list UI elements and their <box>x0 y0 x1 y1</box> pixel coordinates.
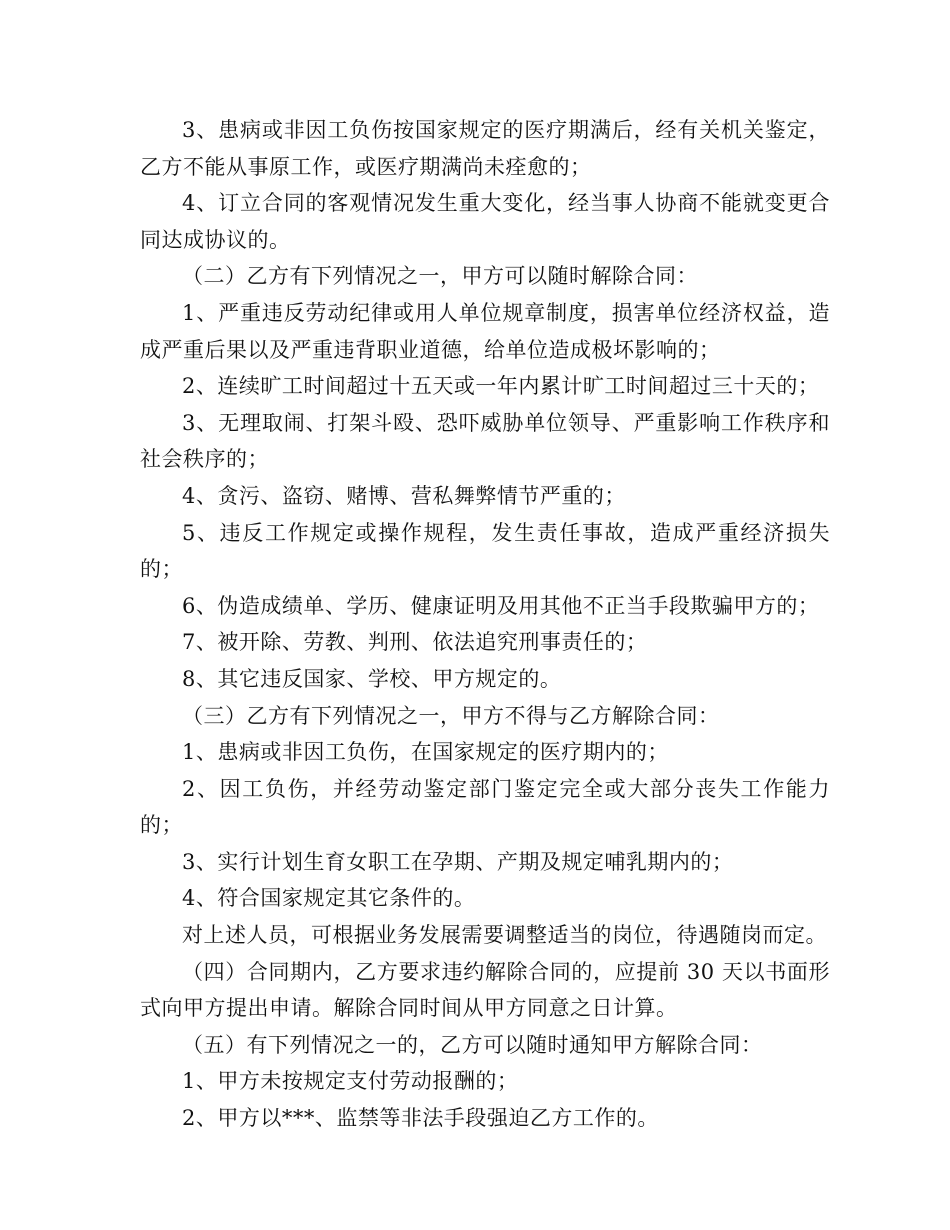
paragraph-item-2-work-injury: 2、因工负伤，并经劳动鉴定部门鉴定完全或大部分丧失工作能力的； <box>140 776 830 838</box>
paragraph-item-5-accident: 5、违反工作规定或操作规程，发生责任事故，造成严重经济损失的； <box>140 520 830 582</box>
section-heading-3: （三）乙方有下列情况之一，甲方不得与乙方解除合同： <box>182 703 720 728</box>
paragraph-reassignment-note: 对上述人员，可根据业务发展需要调整适当的岗位，待遇随岗而定。 <box>182 923 827 948</box>
section-heading-2: （二）乙方有下列情况之一，甲方可以随时解除合同： <box>182 264 698 289</box>
paragraph-item-1-illness: 1、患病或非因工负伤，在国家规定的医疗期内的； <box>182 740 669 765</box>
paragraph-item-4-other-conditions: 4、符合国家规定其它条件的。 <box>182 886 476 911</box>
paragraph-item-8-other: 8、其它违反国家、学校、甲方规定的。 <box>182 666 562 691</box>
paragraph-item-1-unpaid-wages: 1、甲方未按规定支付劳动报酬的； <box>182 1069 519 1094</box>
paragraph-item-2-absenteeism: 2、连续旷工时间超过十五天或一年内累计旷工时间超过三十天的； <box>182 374 820 399</box>
section-heading-4: （四）合同期内，乙方要求违约解除合同的，应提前 30 天以书面形式向甲方提出申请。解除合同时间从甲方同意之日计算。 <box>140 959 830 1021</box>
paragraph-item-3-maternity: 3、实行计划生育女职工在孕期、产期及规定哺乳期内的； <box>182 849 734 874</box>
paragraph-item-7-criminal: 7、被开除、劳教、判刑、依法追究刑事责任的； <box>182 630 648 655</box>
paragraph-item-4-circumstance-change: 4、订立合同的客观情况发生重大变化，经当事人协商不能就变更合同达成协议的。 <box>140 191 830 252</box>
paragraph-item-6-forgery: 6、伪造成绩单、学历、健康证明及用其他不正当手段欺骗甲方的； <box>182 593 820 618</box>
paragraph-item-2-forced-labor: 2、甲方以***、监禁等非法手段强迫乙方工作的。 <box>182 1106 659 1131</box>
document-body <box>140 112 830 1137</box>
paragraph-item-4-corruption: 4、贪污、盗窃、赌博、营私舞弊情节严重的； <box>182 483 626 508</box>
paragraph-item-3-disorder: 3、无理取闹、打架斗殴、恐吓威胁单位领导、严重影响工作秩序和社会秩序的； <box>140 410 830 472</box>
section-heading-5: （五）有下列情况之一的，乙方可以随时通知甲方解除合同： <box>182 1032 763 1057</box>
paragraph-item-1-discipline: 1、严重违反劳动纪律或用人单位规章制度，损害单位经济权益，造成严重后果以及严重违背职业道德，给单位造成极坏影响的； <box>140 300 830 362</box>
paragraph-item-3-medical-period: 3、患病或非因工负伤按国家规定的医疗期满后，经有关机关鉴定，乙方不能从事原工作，或医疗期满尚未痊愈的； <box>140 118 830 179</box>
